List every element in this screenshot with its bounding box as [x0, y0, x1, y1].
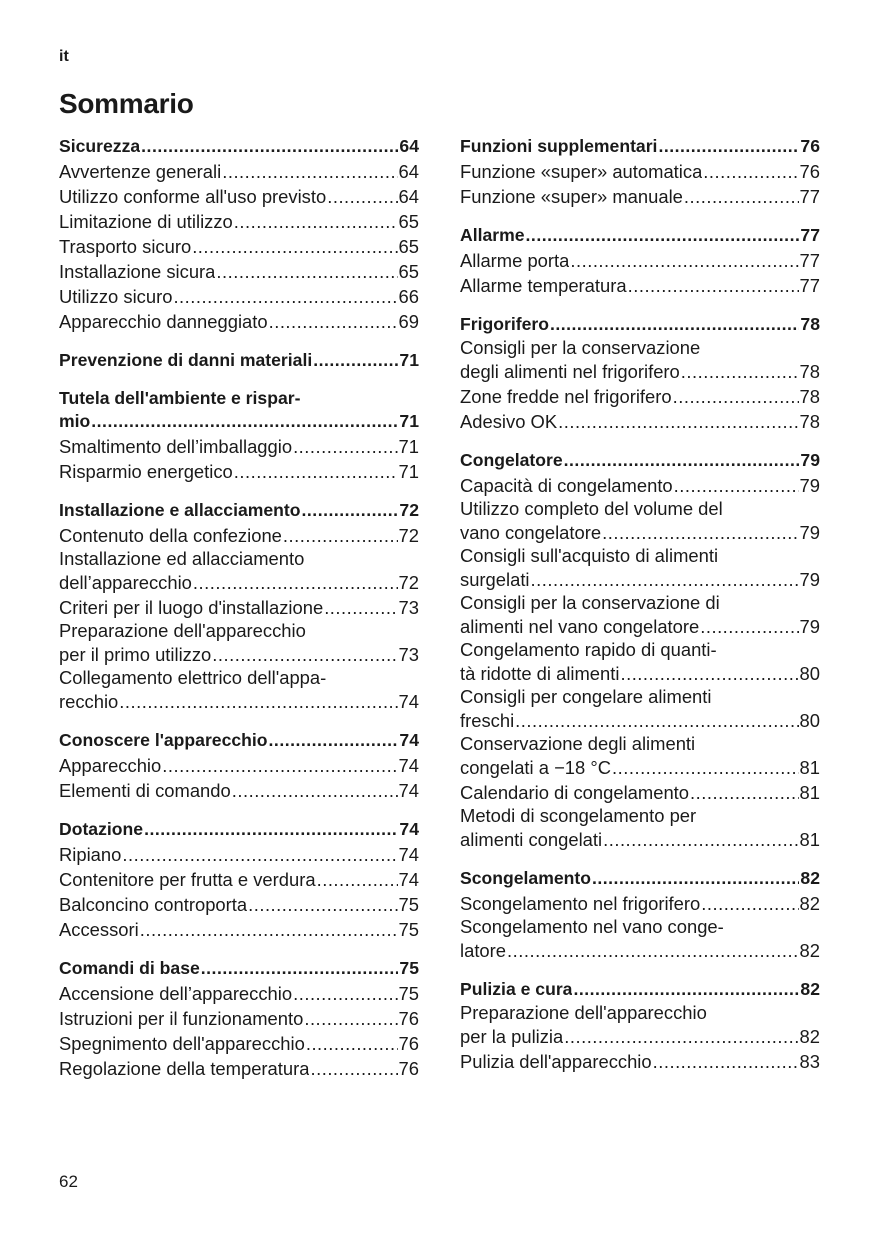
dot-leader: [324, 595, 397, 620]
toc-heading[interactable]: [460, 977, 820, 1002]
toc-entry[interactable]: [59, 642, 419, 667]
toc-entry-line: Consigli per la conservazione: [460, 337, 701, 358]
toc-entry[interactable]: [59, 434, 419, 459]
toc-heading[interactable]: [59, 817, 419, 842]
toc-entry[interactable]: [460, 1024, 820, 1049]
toc-entry[interactable]: [59, 1031, 419, 1056]
dot-leader: [531, 567, 799, 592]
page-title: Sommario: [59, 88, 194, 119]
toc-page-number: 74: [399, 819, 419, 839]
toc-heading[interactable]: [59, 956, 419, 981]
toc-page-number: 82: [799, 940, 820, 961]
toc-entry-title: Adesivo OK: [460, 411, 558, 432]
toc-heading[interactable]: [59, 728, 419, 753]
toc-entry-title: Funzione «super» manuale: [460, 186, 683, 207]
toc-page-number: 76: [800, 136, 820, 156]
toc-entry[interactable]: [460, 938, 820, 963]
toc-entry-title: Avvertenze generali: [59, 161, 222, 182]
toc-entry-line: Consigli sull'acquisto di alimenti: [460, 545, 719, 566]
toc-entry-title: freschi: [460, 710, 515, 731]
toc-page-number: 79: [799, 522, 820, 543]
toc-entry[interactable]: [59, 689, 419, 714]
toc-entry-title: Capacità di congelamento: [460, 475, 673, 496]
toc-page-number: 71: [398, 461, 419, 482]
toc-section: [59, 348, 419, 373]
toc-section: [460, 134, 820, 209]
toc-entry[interactable]: [59, 570, 419, 595]
toc-page-number: 81: [799, 757, 820, 778]
toc-page-number: 75: [399, 958, 419, 978]
toc-page-number: 82: [800, 979, 820, 999]
toc-page-number: 82: [799, 893, 820, 914]
toc-entry[interactable]: [460, 755, 820, 780]
toc-page-number: 76: [398, 1008, 419, 1029]
toc-page-number: 74: [398, 755, 419, 776]
dot-leader: [91, 409, 398, 434]
toc-page-number: 79: [799, 475, 820, 496]
toc-entry-title: Limitazione di utilizzo: [59, 211, 233, 232]
toc-entry-title: Scongelamento nel frigorifero: [460, 893, 701, 914]
dot-leader: [293, 434, 397, 459]
toc-entry-title: dell’apparecchio: [59, 572, 192, 593]
dot-leader: [570, 248, 798, 273]
toc-entry[interactable]: [59, 184, 419, 209]
toc-heading[interactable]: [59, 498, 419, 523]
toc-entry-title: Accensione dell’apparecchio: [59, 983, 293, 1004]
toc-entry-title: recchio: [59, 691, 119, 712]
toc-section: [59, 728, 419, 803]
toc-page-number: 69: [398, 311, 419, 332]
toc-entry-line: Congelamento rapido di quanti-: [460, 639, 717, 660]
dot-leader: [507, 938, 799, 963]
dot-leader: [327, 184, 397, 209]
toc-page-number: 77: [800, 225, 820, 245]
toc-heading[interactable]: [460, 866, 820, 891]
toc-heading[interactable]: [59, 409, 419, 434]
toc-section: [460, 448, 820, 852]
toc-heading[interactable]: [59, 348, 419, 373]
dot-leader: [673, 384, 799, 409]
toc-entry[interactable]: [59, 753, 419, 778]
dot-leader: [310, 1056, 397, 1081]
dot-leader: [269, 309, 398, 334]
toc-entry[interactable]: [59, 234, 419, 259]
toc-entry[interactable]: [460, 661, 820, 686]
dot-leader: [700, 614, 798, 639]
toc-entry-title: Funzione «super» automatica: [460, 161, 703, 182]
toc-entry[interactable]: [460, 184, 820, 209]
toc-page-number: 73: [398, 597, 419, 618]
toc-entry[interactable]: [460, 159, 820, 184]
toc-page-number: 75: [398, 894, 419, 915]
toc-entry[interactable]: [59, 209, 419, 234]
dot-leader: [193, 570, 398, 595]
toc-entry-line: Metodi di scongelamento per: [460, 805, 697, 826]
toc-entry[interactable]: [460, 384, 820, 409]
dot-leader: [564, 1024, 798, 1049]
toc-entry[interactable]: [460, 473, 820, 498]
toc-entry[interactable]: [460, 891, 820, 916]
toc-entry-title: tà ridotte di alimenti: [460, 663, 620, 684]
toc-page-number: 79: [800, 450, 820, 470]
toc-entry-title: Criteri per il luogo d'installazione: [59, 597, 324, 618]
toc-entry[interactable]: [59, 917, 419, 942]
toc-entry-title: Utilizzo sicuro: [59, 286, 173, 307]
toc-entry-title: Accessori: [59, 919, 139, 940]
toc-entry-title: degli alimenti nel frigorifero: [460, 361, 680, 382]
dot-leader: [317, 867, 398, 892]
toc-heading[interactable]: [460, 312, 820, 337]
toc-entry-title: vano congelatore: [460, 522, 602, 543]
toc-entry[interactable]: [59, 259, 419, 284]
dot-leader: [701, 891, 798, 916]
dot-leader: [681, 359, 799, 384]
toc-entry-title: Trasporto sicuro: [59, 236, 192, 257]
toc-entry-title: per il primo utilizzo: [59, 644, 212, 665]
dot-leader: [592, 866, 799, 891]
toc-entry-line: Consigli per la conservazione di: [460, 592, 720, 613]
toc-page-number: 66: [398, 286, 419, 307]
toc-column-right: [460, 134, 820, 1088]
toc-entry-title: Apparecchio danneggiato: [59, 311, 268, 332]
dot-leader: [283, 523, 398, 548]
toc-entry-line: Installazione ed allacciamento: [59, 548, 305, 569]
toc-entry-title: Ripiano: [59, 844, 122, 865]
toc-entry-title: latore: [460, 940, 507, 961]
dot-leader: [192, 234, 397, 259]
toc-entry-title: alimenti congelati: [460, 829, 603, 850]
toc-heading-line: Tutela dell'ambiente e rispar-: [59, 388, 301, 408]
dot-leader: [526, 223, 800, 248]
toc-entry[interactable]: [59, 595, 419, 620]
toc-entry[interactable]: [460, 359, 820, 384]
toc-page-number: 72: [398, 572, 419, 593]
toc-heading-title: Congelatore: [460, 450, 563, 470]
toc-page-number: 79: [799, 569, 820, 590]
toc-heading-title: Scongelamento: [460, 868, 591, 888]
toc-entry-title: Balconcino controporta: [59, 894, 248, 915]
toc-entry-title: Risparmio energetico: [59, 461, 233, 482]
toc-page-number: 64: [398, 186, 419, 207]
dot-leader: [269, 728, 399, 753]
dot-leader: [173, 284, 397, 309]
toc-heading-title: Comandi di base: [59, 958, 200, 978]
toc-page-number: 71: [398, 436, 419, 457]
dot-leader: [140, 917, 398, 942]
dot-leader: [144, 817, 398, 842]
toc-entry[interactable]: [460, 708, 820, 733]
toc-entry-title: Elementi di comando: [59, 780, 231, 801]
toc-entry-line: Utilizzo completo del volume del: [460, 498, 723, 519]
toc-entry[interactable]: [59, 284, 419, 309]
toc-entry-title: Allarme porta: [460, 250, 570, 271]
toc-entry-title: Pulizia dell'apparecchio: [460, 1051, 652, 1072]
toc-heading-title: Sicurezza: [59, 136, 141, 156]
toc-section: [59, 956, 419, 1081]
toc-entry-title: per la pulizia: [460, 1026, 564, 1047]
toc-entry[interactable]: [59, 981, 419, 1006]
toc-section: [460, 866, 820, 963]
toc-page-number: 76: [799, 161, 820, 182]
toc-heading[interactable]: [460, 223, 820, 248]
toc-heading-title: Dotazione: [59, 819, 144, 839]
toc-entry-title: Contenuto della confezione: [59, 525, 282, 546]
dot-leader: [564, 448, 800, 473]
toc-entry-title: Apparecchio: [59, 755, 162, 776]
language-code: it: [59, 48, 69, 65]
dot-leader: [658, 134, 799, 159]
dot-leader: [234, 459, 398, 484]
toc-page-number: 65: [398, 211, 419, 232]
toc-page-number: 78: [799, 386, 820, 407]
toc-page-number: 73: [398, 644, 419, 665]
toc-page-number: 75: [398, 983, 419, 1004]
toc-entry-title: Installazione sicura: [59, 261, 216, 282]
toc-entry-title: Smaltimento dell’imballaggio: [59, 436, 293, 457]
toc-entry-title: Allarme temperatura: [460, 275, 627, 296]
dot-leader: [141, 134, 398, 159]
dot-leader: [216, 259, 397, 284]
toc-page-number: 74: [398, 869, 419, 890]
dot-leader: [304, 1006, 397, 1031]
toc-section: [460, 977, 820, 1074]
toc-entry[interactable]: [59, 1056, 419, 1081]
dot-leader: [628, 273, 799, 298]
toc-entry[interactable]: [460, 780, 820, 805]
toc-page-number: 71: [399, 350, 419, 370]
toc-heading-title: Funzioni supplementari: [460, 136, 658, 156]
toc-page-number: 80: [799, 710, 820, 731]
dot-leader: [234, 209, 398, 234]
dot-leader: [653, 1049, 799, 1074]
toc-entry[interactable]: [460, 520, 820, 545]
dot-leader: [302, 498, 399, 523]
toc-section: [59, 498, 419, 714]
toc-column-left: [59, 134, 419, 1095]
toc-section: [460, 223, 820, 298]
toc-page-number: 78: [800, 314, 820, 334]
toc-page-number: 64: [399, 136, 419, 156]
toc-page-number: 82: [799, 1026, 820, 1047]
toc-page-number: 75: [398, 919, 419, 940]
toc-entry[interactable]: [59, 778, 419, 803]
toc-page-number: 74: [398, 780, 419, 801]
toc-page-number: 71: [399, 411, 419, 431]
toc-heading-title: Installazione e allacciamento: [59, 500, 301, 520]
dot-leader: [603, 827, 798, 852]
dot-leader: [306, 1031, 398, 1056]
toc-entry[interactable]: [59, 523, 419, 548]
toc-page-number: 81: [799, 829, 820, 850]
toc-page-number: 81: [799, 782, 820, 803]
dot-leader: [558, 409, 798, 434]
toc-section: [59, 134, 419, 334]
toc-entry-line: Consigli per congelare alimenti: [460, 686, 712, 707]
toc-page-number: 72: [399, 500, 419, 520]
toc-entry[interactable]: [59, 459, 419, 484]
toc-page-number: 77: [799, 250, 820, 271]
toc-entry[interactable]: [59, 309, 419, 334]
toc-page-number: 64: [398, 161, 419, 182]
toc-entry[interactable]: [59, 867, 419, 892]
toc-entry[interactable]: [59, 892, 419, 917]
dot-leader: [162, 753, 397, 778]
toc-page-number: 79: [799, 616, 820, 637]
dot-leader: [550, 312, 799, 337]
toc-page-number: 82: [800, 868, 820, 888]
dot-leader: [119, 689, 397, 714]
toc-entry[interactable]: [460, 409, 820, 434]
toc-entry-line: Preparazione dell'apparecchio: [460, 1002, 707, 1023]
toc-page-number: 74: [398, 844, 419, 865]
dot-leader: [201, 956, 399, 981]
toc-entry-title: alimenti nel vano congelatore: [460, 616, 700, 637]
toc-entry[interactable]: [59, 159, 419, 184]
toc-page-number: 77: [799, 275, 820, 296]
dot-leader: [313, 348, 398, 373]
toc-page-number: 76: [398, 1033, 419, 1054]
dot-leader: [684, 184, 799, 209]
toc-entry[interactable]: [59, 842, 419, 867]
toc-heading-title: Allarme: [460, 225, 525, 245]
toc-page-number: 65: [398, 261, 419, 282]
toc-entry[interactable]: [460, 827, 820, 852]
toc-heading-title: mio: [59, 411, 91, 431]
toc-page-number: 76: [398, 1058, 419, 1079]
toc-heading-title: Conoscere l'apparecchio: [59, 730, 268, 750]
toc-page-number: 78: [799, 411, 820, 432]
dot-leader: [620, 661, 798, 686]
toc-entry-title: Regolazione della temperatura: [59, 1058, 310, 1079]
toc-entry-title: Spegnimento dell'apparecchio: [59, 1033, 305, 1054]
dot-leader: [222, 159, 397, 184]
toc-entry-line: Collegamento elettrico dell'appa-: [59, 667, 327, 688]
toc-entry[interactable]: [460, 614, 820, 639]
dot-leader: [674, 473, 799, 498]
toc-entry-title: surgelati: [460, 569, 530, 590]
toc-entry-line: Preparazione dell'apparecchio: [59, 620, 306, 641]
toc-entry-line: Conservazione degli alimenti: [460, 733, 696, 754]
toc-entry-title: Calendario di congelamento: [460, 782, 690, 803]
toc-heading-title: Prevenzione di danni materiali: [59, 350, 313, 370]
toc-section: [460, 312, 820, 434]
dot-leader: [690, 780, 799, 805]
toc-entry[interactable]: [59, 1006, 419, 1031]
toc-heading-title: Frigorifero: [460, 314, 549, 334]
toc-entry-title: Utilizzo conforme all'uso previsto: [59, 186, 327, 207]
toc-entry-title: congelati a −18 °C: [460, 757, 612, 778]
toc-heading-title: Pulizia e cura: [460, 979, 573, 999]
toc-entry[interactable]: [460, 273, 820, 298]
dot-leader: [248, 892, 397, 917]
dot-leader: [602, 520, 798, 545]
toc-heading[interactable]: [59, 134, 419, 159]
toc-entry[interactable]: [460, 248, 820, 273]
toc-heading[interactable]: [460, 134, 820, 159]
dot-leader: [232, 778, 398, 803]
dot-leader: [293, 981, 397, 1006]
toc-entry[interactable]: [460, 1049, 820, 1074]
toc-page-number: 74: [398, 691, 419, 712]
dot-leader: [703, 159, 798, 184]
toc-page-number: 80: [799, 663, 820, 684]
toc-page-number: 65: [398, 236, 419, 257]
toc-section: [59, 387, 419, 484]
dot-leader: [612, 755, 799, 780]
toc-heading[interactable]: [460, 448, 820, 473]
toc-entry-title: Zone fredde nel frigorifero: [460, 386, 672, 407]
toc-page-number: 74: [399, 730, 419, 750]
toc-page-number: 78: [799, 361, 820, 382]
toc-page-number: 77: [799, 186, 820, 207]
toc-page-number: 83: [799, 1051, 820, 1072]
dot-leader: [212, 642, 397, 667]
page-number: 62: [59, 1172, 78, 1191]
dot-leader: [515, 708, 798, 733]
dot-leader: [122, 842, 397, 867]
toc-entry-title: Contenitore per frutta e verdura: [59, 869, 316, 890]
toc-page-number: 72: [398, 525, 419, 546]
toc-entry[interactable]: [460, 567, 820, 592]
dot-leader: [573, 977, 799, 1002]
toc-section: [59, 817, 419, 942]
toc-entry-line: Scongelamento nel vano conge-: [460, 916, 724, 937]
toc-entry-title: Istruzioni per il funzionamento: [59, 1008, 304, 1029]
